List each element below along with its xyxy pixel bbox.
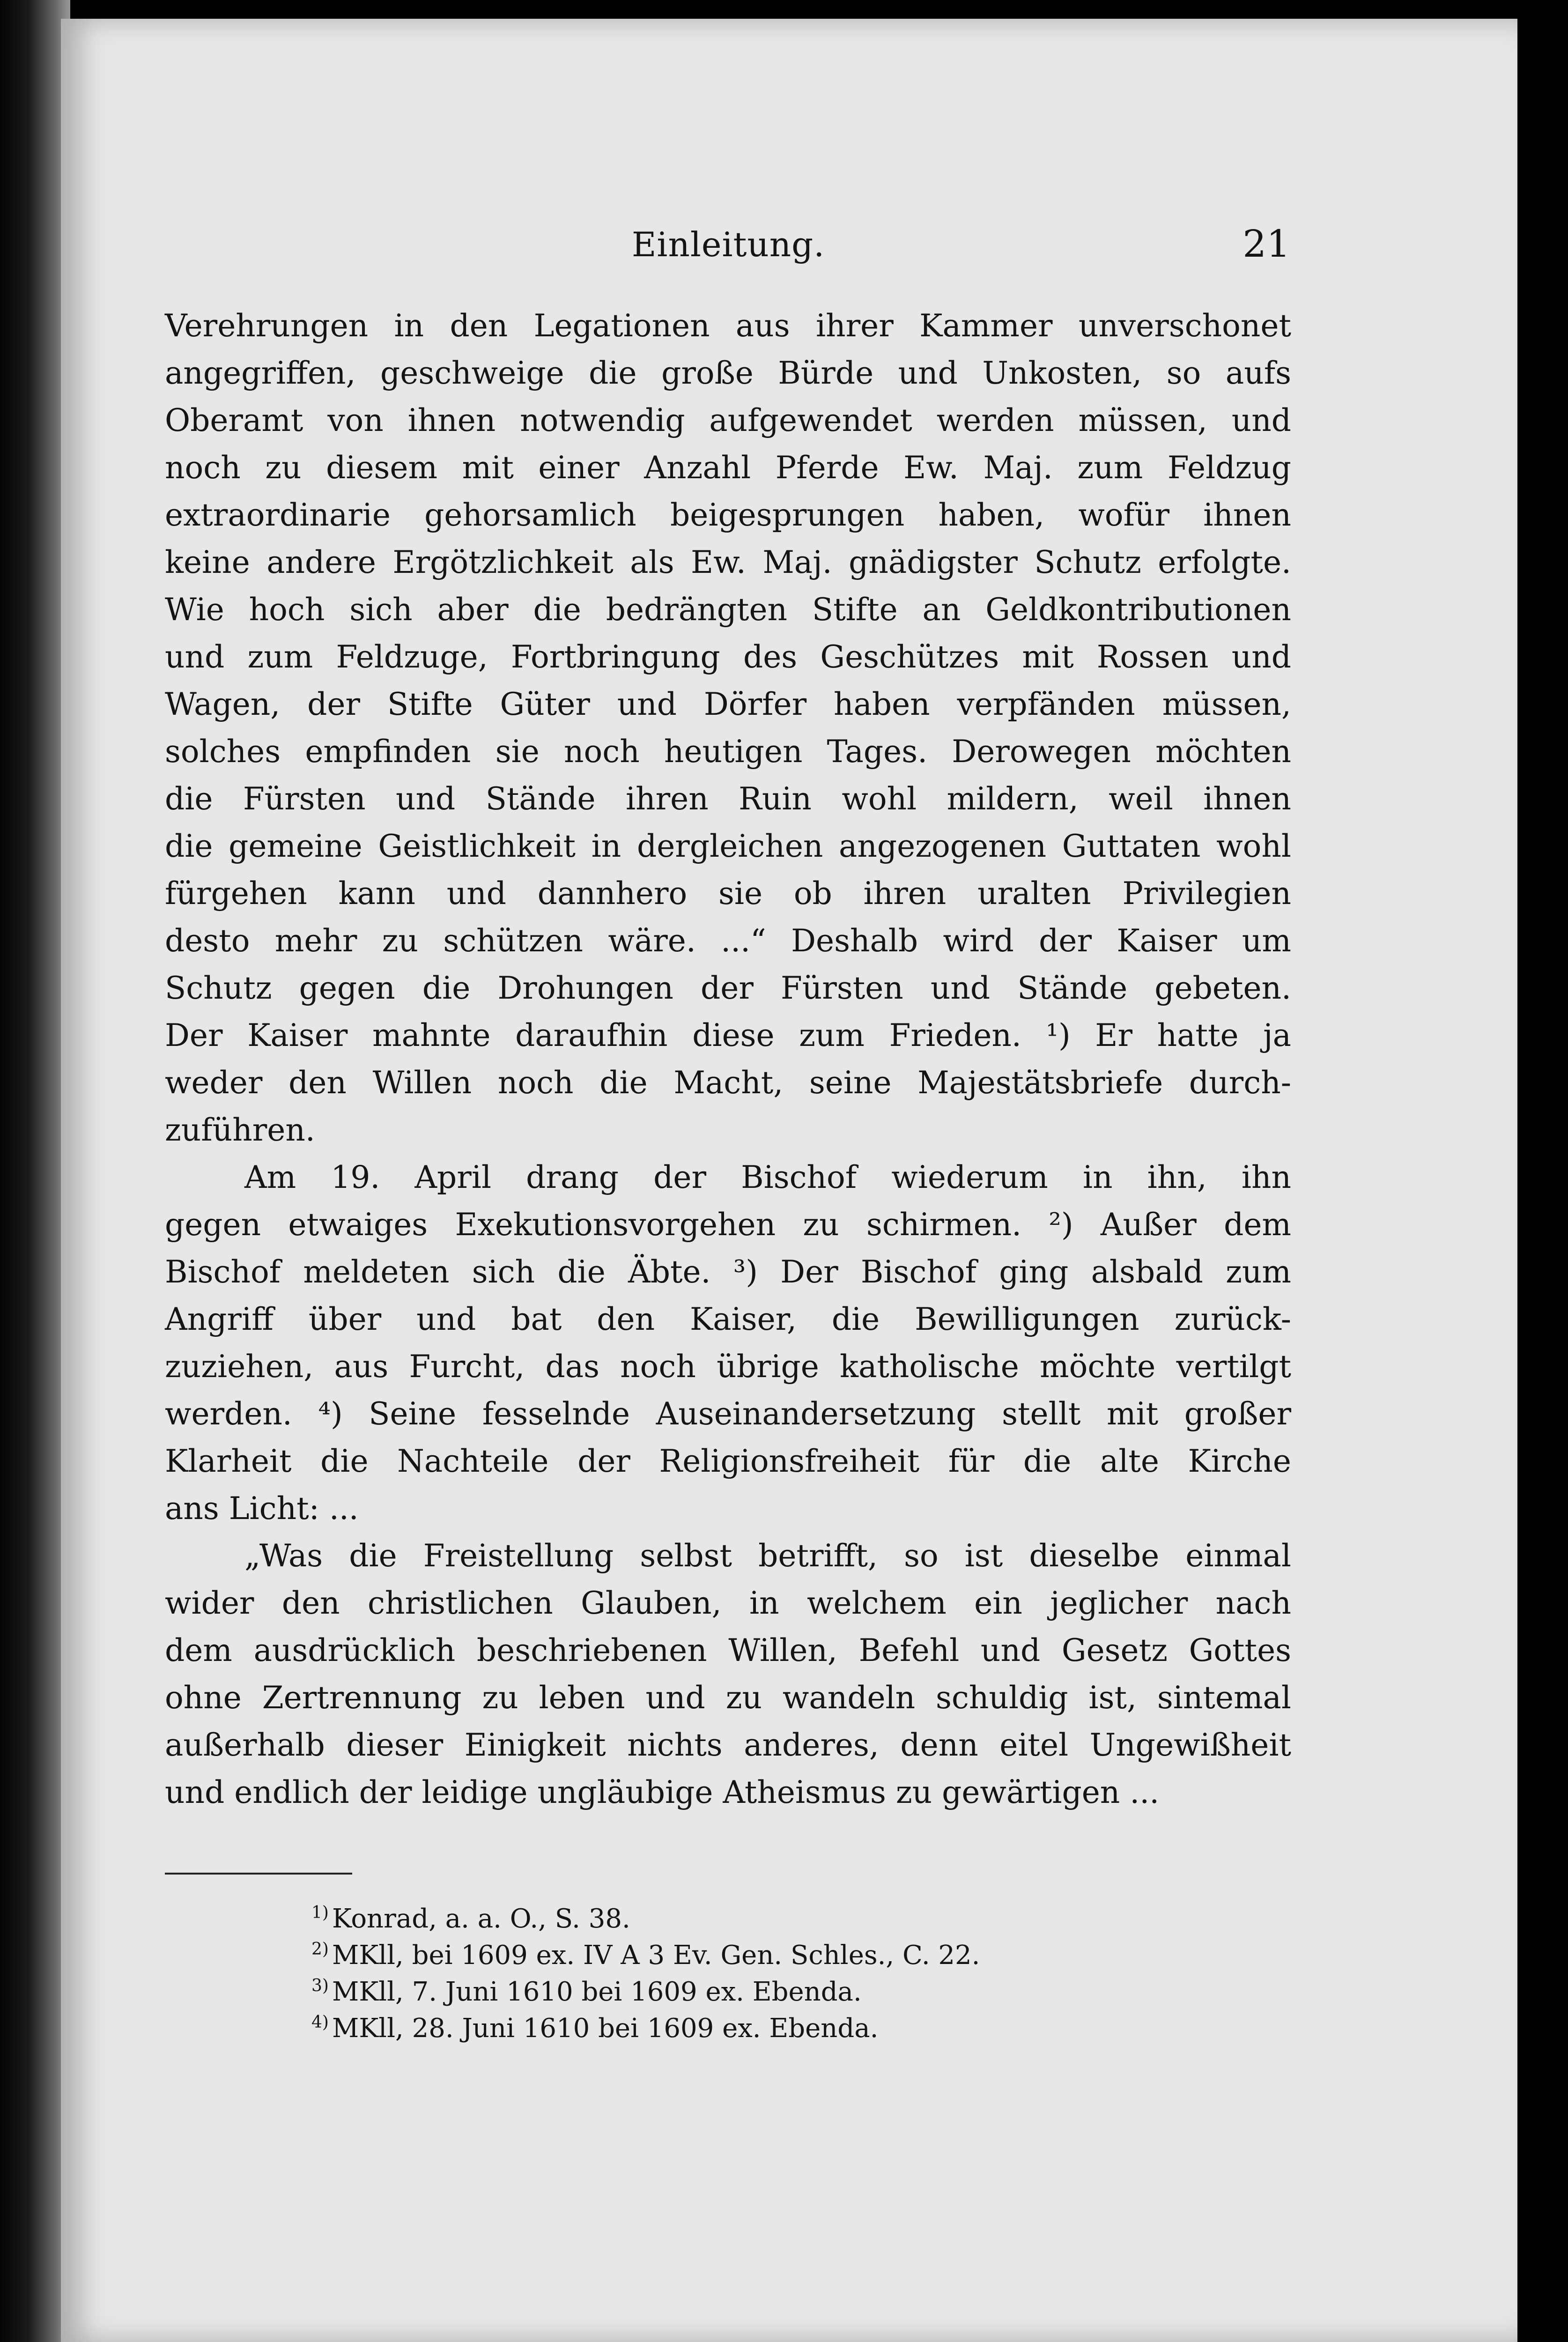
footnote-mark: 1): [311, 1903, 329, 1922]
text-line: zuziehen, aus Furcht, das noch übrige katholische möchte vertilgt: [165, 1349, 1291, 1385]
text-line: und endlich der leidige ungläubige Atheismus zu gewärtigen ...: [165, 1774, 1160, 1810]
text-line: weder den Willen noch die Macht, seine Majestätsbriefe durch-: [165, 1065, 1291, 1101]
text-line: zuführen.: [165, 1112, 315, 1148]
footnote-text: MKll, 28. Juni 1610 bei 1609 ex. Ebenda.: [332, 2013, 879, 2044]
text-line: fürgehen kann und dannhero sie ob ihren uralten Privilegien: [165, 875, 1291, 912]
text-line: werden. ⁴) Seine fesselnde Auseinandersetzung stellt mit großer: [165, 1396, 1291, 1432]
text-line: Verehrungen in den Legationen aus ihrer Kammer unverschonet: [165, 308, 1291, 344]
text-line: desto mehr zu schützen wäre. ...“ Deshalb wird der Kaiser um: [165, 923, 1291, 959]
footnote-separator-rule: [165, 1873, 352, 1875]
text-line: ohne Zertrennung zu leben und zu wandeln schuldig ist, sintemal: [165, 1680, 1291, 1716]
text-line: Am 19. April drang der Bischof wiederum in ihn, ihn: [244, 1159, 1291, 1195]
text-line: gegen etwaiges Exekutionsvorgehen zu schirmen. ²) Außer dem: [165, 1207, 1291, 1243]
text-line: die gemeine Geistlichkeit in dergleichen angezogenen Guttaten wohl: [165, 828, 1291, 864]
footnote: [311, 1968, 1295, 2007]
text-line: keine andere Ergötzlichkeit als Ew. Maj. gnädigster Schutz erfolgte.: [165, 544, 1291, 580]
text-line: ans Licht: ...: [165, 1490, 359, 1527]
text-line: Schutz gegen die Drohungen der Fürsten und Stände gebeten.: [165, 970, 1291, 1006]
text-line: extraordinarie gehorsamlich beigesprungen haben, wofür ihnen: [165, 497, 1291, 533]
text-line: Klarheit die Nachteile der Religionsfreiheit für die alte Kirche: [165, 1443, 1291, 1479]
footnote-mark: 4): [311, 2013, 329, 2032]
footnote: [311, 1895, 1295, 1934]
text-line: Der Kaiser mahnte daraufhin diese zum Frieden. ¹) Er hatte ja: [165, 1017, 1291, 1053]
paragraph: [165, 1154, 1291, 1532]
body-text: [165, 302, 1291, 1816]
footnote: [311, 2004, 1295, 2044]
book-spine-shadow: [0, 0, 70, 2342]
footnote-text: MKll, 7. Juni 1610 bei 1609 ex. Ebenda.: [332, 1977, 862, 2007]
text-line: solches empfinden sie noch heutigen Tages. Derowegen möchten: [165, 734, 1291, 770]
text-line: dem ausdrücklich beschriebenen Willen, Befehl und Gesetz Gottes: [165, 1632, 1291, 1668]
page-number: 21: [1243, 222, 1290, 266]
text-line: noch zu diesem mit einer Anzahl Pferde Ew. Maj. zum Feldzug: [165, 450, 1291, 486]
paragraph: [165, 302, 1291, 1154]
footnote: [311, 1931, 1295, 1971]
paragraph: [165, 1532, 1291, 1816]
footnote-mark: 2): [311, 1940, 329, 1959]
text-line: angegriffen, geschweige die große Bürde und Unkosten, so aufs: [165, 355, 1291, 391]
footnote-text: Konrad, a. a. O., S. 38.: [332, 1904, 630, 1934]
running-title: Einleitung.: [631, 225, 825, 264]
footnote-text: MKll, bei 1609 ex. IV A 3 Ev. Gen. Schles., C. 22.: [332, 1940, 980, 1971]
text-line: außerhalb dieser Einigkeit nichts anderes, denn eitel Ungewißheit: [165, 1727, 1291, 1763]
text-line: Wie hoch sich aber die bedrängten Stifte an Geldkontributionen: [165, 592, 1291, 628]
text-line: Wagen, der Stifte Güter und Dörfer haben verpfänden müssen,: [165, 686, 1291, 722]
footnote-mark: 3): [311, 1976, 329, 1995]
text-line: die Fürsten und Stände ihren Ruin wohl mildern, weil ihnen: [165, 781, 1291, 817]
text-line: wider den christlichen Glauben, in welchem ein jeglicher nach: [165, 1585, 1291, 1621]
footnotes: [311, 1895, 1295, 2044]
text-line: und zum Feldzuge, Fortbringung des Geschützes mit Rossen und: [165, 639, 1291, 675]
text-line: Oberamt von ihnen notwendig aufgewendet werden müssen, und: [165, 402, 1291, 438]
text-line: Angriff über und bat den Kaiser, die Bewilligungen zurück-: [165, 1301, 1291, 1337]
text-line: „Was die Freistellung selbst betrifft, so ist dieselbe einmal: [244, 1538, 1291, 1574]
text-line: Bischof meldeten sich die Äbte. ³) Der Bischof ging alsbald zum: [165, 1254, 1291, 1290]
page-header: [166, 222, 1290, 281]
